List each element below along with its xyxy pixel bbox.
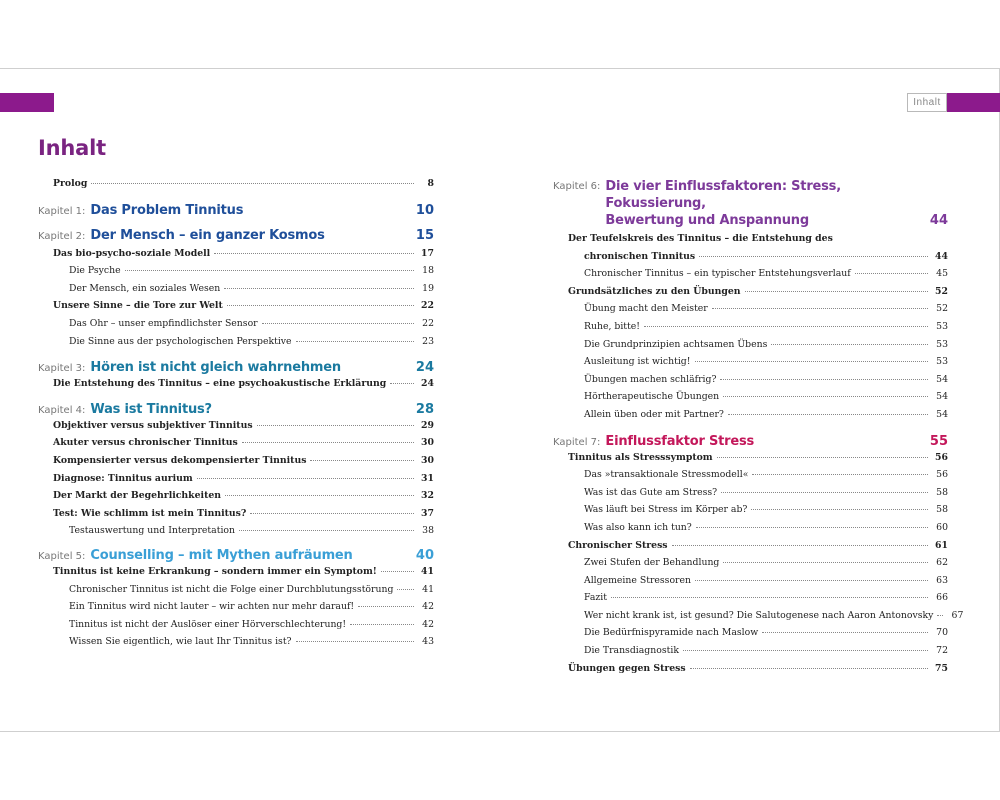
toc-entry-page: 56 xyxy=(936,469,948,481)
toc-entry[interactable] xyxy=(553,374,948,392)
toc-entry-page: 52 xyxy=(935,285,948,297)
toc-entry-page: 38 xyxy=(422,525,434,537)
toc-entry-page: 30 xyxy=(421,454,434,466)
toc-entry[interactable] xyxy=(38,473,434,491)
toc-entry[interactable] xyxy=(38,336,434,354)
toc-entry-title: Übung macht den Meister xyxy=(584,303,708,315)
toc-entry-title: Chronischer Stress xyxy=(568,539,668,551)
toc-entry-title: Die Grundprinzipien achtsamen Übens xyxy=(584,338,768,350)
toc-entry[interactable] xyxy=(38,525,434,543)
toc-entry-prolog[interactable] xyxy=(38,178,434,196)
chapter-1-heading[interactable]: Kapitel 1: Das Problem Tinnitus 10 xyxy=(38,202,434,218)
toc-entry[interactable] xyxy=(38,265,434,283)
toc-entry-page: 54 xyxy=(936,373,948,385)
toc-entry-title: Tinnitus ist keine Erkrankung – sondern immer ein Symptom! xyxy=(53,565,377,577)
chapter-7-heading[interactable]: Kapitel 7: Einflussfaktor Stress 55 xyxy=(553,433,948,449)
toc-entry[interactable] xyxy=(553,469,948,487)
dot-leader xyxy=(695,360,929,362)
toc-entry[interactable] xyxy=(38,300,434,318)
toc-entry[interactable] xyxy=(38,455,434,473)
toc-entry-title: Was ist das Gute am Stress? xyxy=(584,486,718,498)
toc-entry[interactable] xyxy=(553,487,948,505)
toc-entry-title: Die Transdiagnostik xyxy=(584,645,679,657)
dot-leader xyxy=(720,378,928,380)
toc-entry-title: Prolog xyxy=(53,178,88,189)
toc-entry-title: Diagnose: Tinnitus aurium xyxy=(53,472,193,484)
toc-entry[interactable] xyxy=(553,540,948,558)
toc-entry-title: Ruhe, bitte! xyxy=(584,320,641,332)
toc-entry-title: Der Markt der Begehrlichkeiten xyxy=(53,490,222,502)
toc-entry-page: 17 xyxy=(421,247,434,259)
toc-entry[interactable] xyxy=(38,636,434,654)
toc-entry-page: 41 xyxy=(421,565,434,577)
toc-entry-title: Das Ohr – unser empfindlichster Sensor xyxy=(69,317,258,329)
toc-entry-page: 72 xyxy=(936,645,948,657)
running-head: Inhalt xyxy=(907,93,947,112)
toc-entry-title: Der Mensch, ein soziales Wesen xyxy=(69,282,221,294)
toc-entry-page: 32 xyxy=(421,490,434,502)
dot-leader xyxy=(937,614,943,616)
toc-entry-page: 60 xyxy=(936,521,948,533)
dot-leader xyxy=(728,413,928,415)
toc-entry-page: 22 xyxy=(421,300,434,312)
toc-entry-page: 75 xyxy=(935,662,948,674)
dot-leader xyxy=(855,272,928,274)
toc-entry-page: 45 xyxy=(936,268,948,280)
dot-leader xyxy=(310,459,414,461)
dot-leader xyxy=(690,667,928,669)
dot-leader xyxy=(257,424,414,426)
dot-leader xyxy=(397,588,414,590)
toc-entry-page: 67 xyxy=(951,609,964,621)
dot-leader xyxy=(296,640,414,642)
toc-entry[interactable] xyxy=(553,391,948,409)
toc-entry[interactable] xyxy=(38,566,434,584)
toc-entry-page: 58 xyxy=(936,486,948,498)
toc-entry[interactable] xyxy=(553,251,948,269)
toc-entry-title: Übungen machen schläfrig? xyxy=(584,373,717,385)
dot-leader xyxy=(227,304,414,306)
toc-entry[interactable] xyxy=(553,286,948,304)
dot-leader xyxy=(696,526,928,528)
toc-entry-title: Ein Tinnitus wird nicht lauter – wir achten nur mehr darauf! xyxy=(69,601,355,613)
chapter-3-heading[interactable]: Kapitel 3: Hören ist nicht gleich wahrnehmen 24 xyxy=(38,360,434,376)
toc-entry-page: 54 xyxy=(936,391,948,403)
toc-entry-page: 53 xyxy=(936,338,948,350)
toc-entry-page: 56 xyxy=(935,451,948,463)
dot-leader xyxy=(644,325,928,327)
toc-entry-title: Tinnitus ist nicht der Auslöser einer Hörverschlechterung! xyxy=(69,618,347,630)
toc-right-column xyxy=(553,178,964,680)
dot-leader xyxy=(751,508,928,510)
dot-leader xyxy=(723,395,928,397)
toc-entry-page: 29 xyxy=(421,419,434,431)
dot-leader xyxy=(611,596,928,598)
toc-entry[interactable] xyxy=(553,522,948,540)
toc-entry-title: Grundsätzliches zu den Übungen xyxy=(568,285,741,297)
toc-entry[interactable] xyxy=(553,645,948,663)
toc-entry-title: Allgemeine Stressoren xyxy=(584,574,691,586)
dot-leader xyxy=(683,649,928,651)
toc-entry[interactable] xyxy=(38,584,434,602)
chapter-5-heading[interactable]: Kapitel 5: Counselling – mit Mythen aufräumen 40 xyxy=(38,547,434,563)
toc-entry[interactable] xyxy=(38,508,434,526)
dot-leader xyxy=(695,579,928,581)
toc-entry-page: 42 xyxy=(422,601,434,613)
toc-entry-page: 41 xyxy=(422,583,434,595)
toc-entry-title: Chronischer Tinnitus – ein typischer Entstehungsverlauf xyxy=(584,268,851,280)
toc-entry-title: Das »transaktionale Stressmodell« xyxy=(584,469,749,481)
toc-entry-title: Die Bedürfnispyramide nach Maslow xyxy=(584,627,759,639)
toc-entry-title: Test: Wie schlimm ist mein Tinnitus? xyxy=(53,507,247,519)
dot-leader xyxy=(762,631,928,633)
toc-entry-page: 37 xyxy=(421,507,434,519)
toc-entry-title: Akuter versus chronischer Tinnitus xyxy=(53,437,238,449)
toc-entry-title: Die Psyche xyxy=(69,265,121,277)
toc-entry-page: 19 xyxy=(422,282,434,294)
toc-entry-title: chronischen Tinnitus xyxy=(584,250,696,262)
toc-entry-title: Das bio-psycho-soziale Modell xyxy=(53,247,211,259)
toc-entry-page: 24 xyxy=(421,378,434,390)
toc-entry-title: Hörtherapeutische Übungen xyxy=(584,391,720,403)
toc-entry-page: 66 xyxy=(936,592,948,604)
toc-entry[interactable] xyxy=(553,321,948,339)
toc-entry[interactable] xyxy=(553,339,948,357)
toc-entry-page: 70 xyxy=(936,627,948,639)
toc-entry-title: Testauswertung und Interpretation xyxy=(69,525,236,537)
toc-entry[interactable] xyxy=(553,356,948,374)
toc-entry-page: 53 xyxy=(936,356,948,368)
dot-leader xyxy=(712,307,928,309)
chapter-2-heading[interactable]: Kapitel 2: Der Mensch – ein ganzer Kosmos 15 xyxy=(38,227,434,243)
dot-leader xyxy=(381,570,414,572)
toc-entry[interactable] xyxy=(38,318,434,336)
dot-leader xyxy=(250,512,414,514)
toc-entry-page: 62 xyxy=(936,557,948,569)
toc-entry[interactable] xyxy=(553,663,948,681)
toc-entry[interactable] xyxy=(553,557,948,575)
toc-entry-title: Was also kann ich tun? xyxy=(584,521,692,533)
toc-entry-title: Objektiver versus subjektiver Tinnitus xyxy=(53,419,253,431)
toc-entry-page: 58 xyxy=(936,504,948,516)
dot-leader xyxy=(214,252,414,254)
toc-entry-page: 52 xyxy=(936,303,948,315)
toc-entry[interactable] xyxy=(553,609,964,628)
toc-entry-title: Wissen Sie eigentlich, wie laut Ihr Tinnitus ist? xyxy=(69,636,292,648)
toc-entry-title: Tinnitus als Stresssymptom xyxy=(568,451,713,463)
toc-entry[interactable] xyxy=(553,592,948,610)
toc-entry-page: 43 xyxy=(422,636,434,648)
left-color-tab xyxy=(0,93,54,112)
dot-leader xyxy=(296,340,414,342)
toc-entry-page: 18 xyxy=(422,265,434,277)
dot-leader xyxy=(717,456,928,458)
dot-leader xyxy=(225,494,414,496)
toc-entry[interactable] xyxy=(38,601,434,619)
toc-entry-title: Fazit xyxy=(584,592,607,604)
toc-entry[interactable] xyxy=(38,437,434,455)
dot-leader xyxy=(197,477,414,479)
toc-entry-title: Zwei Stufen der Behandlung xyxy=(584,557,720,569)
right-color-tab xyxy=(947,93,1000,112)
toc-entry-page: 22 xyxy=(422,317,434,329)
toc-entry-page: 30 xyxy=(421,437,434,449)
toc-entry-title: Übungen gegen Stress xyxy=(568,662,686,674)
toc-left-column xyxy=(38,178,434,654)
dot-leader xyxy=(262,322,414,324)
dot-leader xyxy=(350,623,414,625)
toc-entry[interactable] xyxy=(38,378,434,396)
toc-entry[interactable] xyxy=(553,575,948,593)
toc-entry[interactable] xyxy=(553,409,948,427)
toc-entry[interactable] xyxy=(38,490,434,508)
dot-leader xyxy=(125,269,414,271)
toc-entry-title: Kompensierter versus dekompensierter Tinnitus xyxy=(53,454,307,466)
dot-leader xyxy=(752,473,928,475)
toc-entry[interactable] xyxy=(553,268,948,286)
toc-entry[interactable] xyxy=(38,283,434,301)
toc-entry-page: 8 xyxy=(427,178,434,189)
dot-leader xyxy=(242,441,414,443)
toc-entry-title: Der Teufelskreis des Tinnitus – die Entstehung des xyxy=(568,233,833,244)
toc-entry-title: Die Entstehung des Tinnitus – eine psychoakustische Erklärung xyxy=(53,378,387,390)
dot-leader xyxy=(771,343,928,345)
dot-leader xyxy=(672,544,928,546)
toc-entry[interactable] xyxy=(553,504,948,522)
toc-entry-title: Die Sinne aus der psychologischen Perspektive xyxy=(69,335,292,347)
toc-entry[interactable] xyxy=(553,627,948,645)
toc-entry[interactable] xyxy=(553,233,948,251)
toc-entry-page: 42 xyxy=(422,618,434,630)
toc-entry-page: 44 xyxy=(935,250,948,262)
toc-entry[interactable] xyxy=(38,248,434,266)
toc-entry-page: 31 xyxy=(421,472,434,484)
toc-entry[interactable] xyxy=(38,420,434,438)
toc-entry-title: Ausleitung ist wichtig! xyxy=(584,356,691,368)
dot-leader xyxy=(224,287,414,289)
chapter-4-heading[interactable]: Kapitel 4: Was ist Tinnitus? 28 xyxy=(38,401,434,417)
toc-entry[interactable] xyxy=(553,303,948,321)
dot-leader xyxy=(91,182,414,184)
toc-entry-page: 53 xyxy=(936,320,948,332)
toc-entry-page: 23 xyxy=(422,335,434,347)
dot-leader xyxy=(358,605,414,607)
toc-entry-page: 61 xyxy=(935,539,948,551)
dot-leader xyxy=(390,382,414,384)
dot-leader xyxy=(721,491,928,493)
toc-entry[interactable] xyxy=(38,619,434,637)
toc-entry-page: 63 xyxy=(936,574,948,586)
dot-leader xyxy=(699,255,928,257)
dot-leader xyxy=(723,561,928,563)
page-title: Inhalt xyxy=(38,136,106,160)
toc-entry[interactable] xyxy=(553,452,948,470)
toc-entry-title: Unsere Sinne – die Tore zur Welt xyxy=(53,300,223,312)
toc-entry-title: Was läuft bei Stress im Körper ab? xyxy=(584,504,748,516)
toc-entry-title: Wer nicht krank ist, ist gesund? Die Salutogenese nach Aaron Antonovsky xyxy=(584,609,934,621)
toc-entry-title: Allein üben oder mit Partner? xyxy=(584,408,724,420)
toc-entry-title: Chronischer Tinnitus ist nicht die Folge einer Durchblutungsstörung xyxy=(69,583,394,595)
dot-leader xyxy=(239,529,414,531)
toc-entry-page: 54 xyxy=(936,408,948,420)
dot-leader xyxy=(745,290,928,292)
chapter-6-heading[interactable]: Kapitel 6: Die vier Einflussfaktoren: Stress, Fokussierung, Bewertung und Anspannung 44 xyxy=(553,179,948,228)
